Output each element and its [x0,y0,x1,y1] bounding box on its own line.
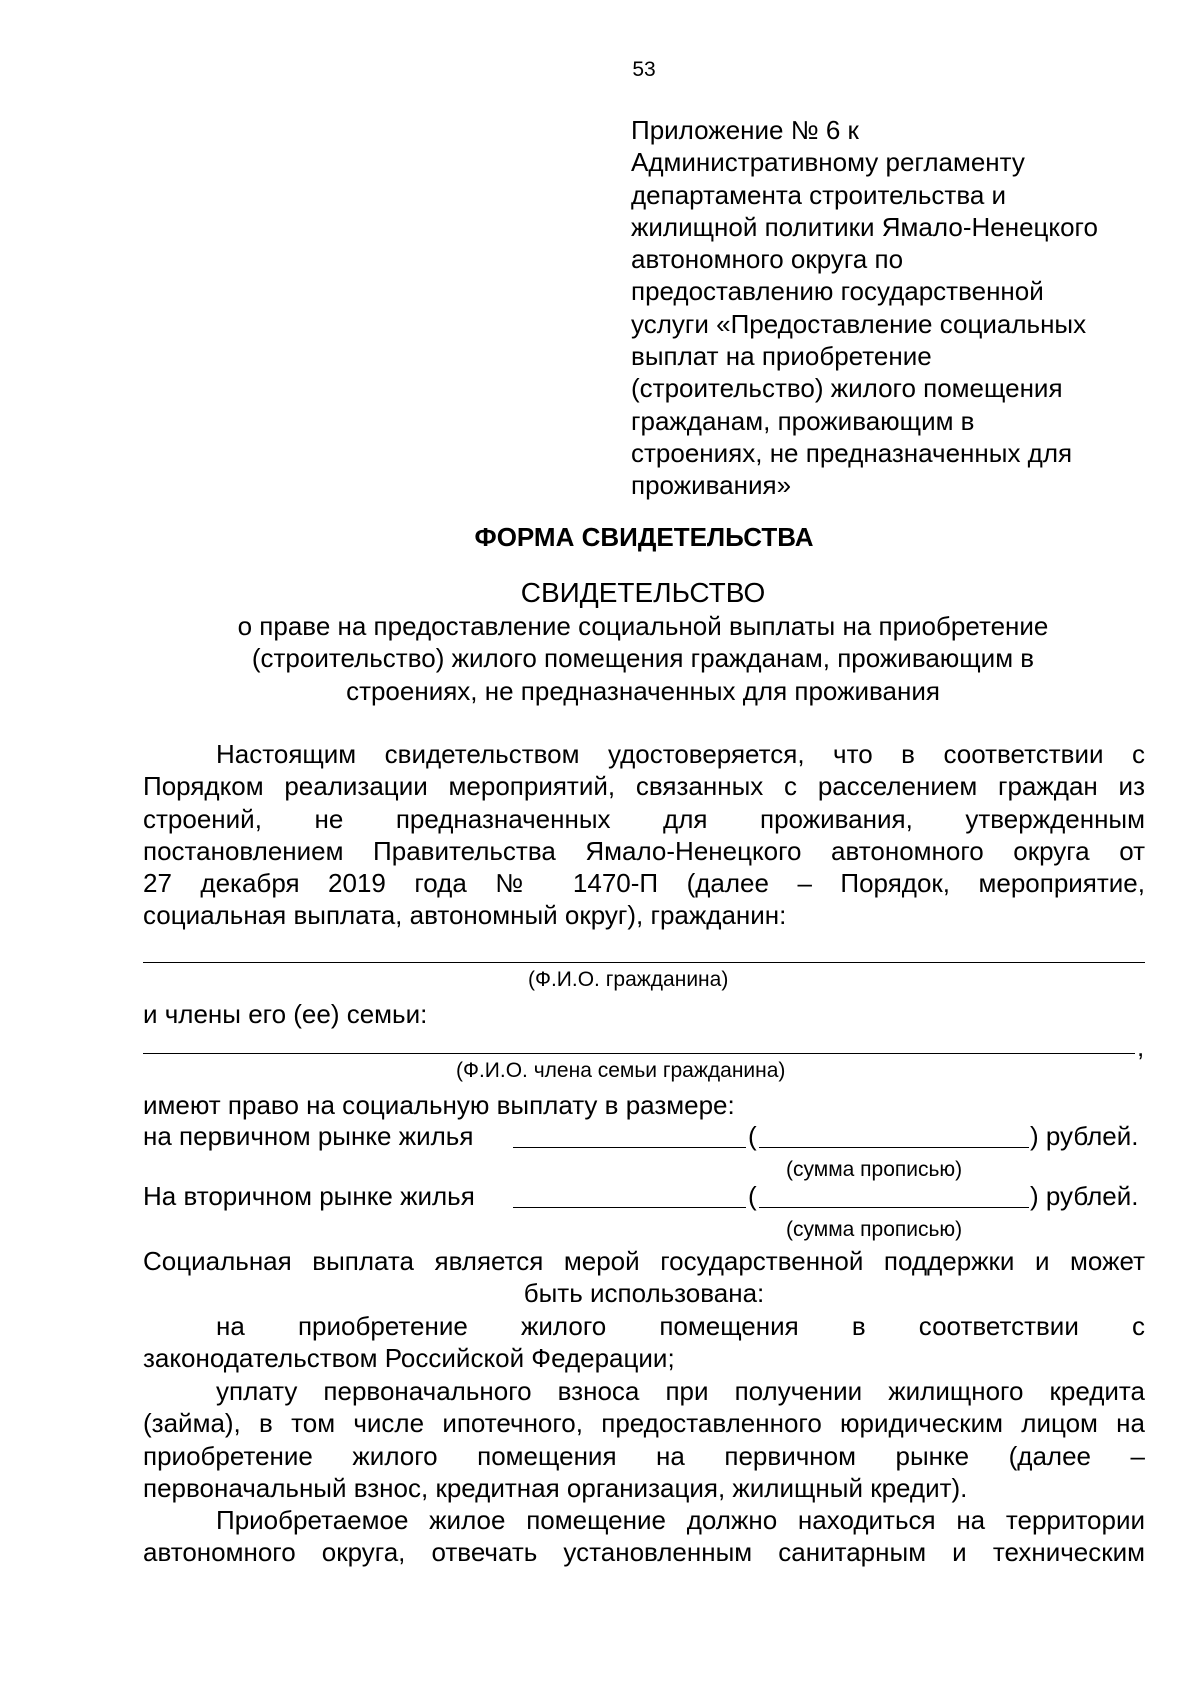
intro-line: Настоящим свидетельством удостоверяется, что в соответствии с [216,739,1145,769]
secondary-market-row [143,1181,1145,1215]
intro-line: 27 декабря 2019 года № 1470-П (далее – Порядок, мероприятие, [143,868,1145,899]
citizen-name-field[interactable] [143,962,1145,963]
appendix-line: выплат на приобретение [631,341,932,372]
usage-line: быть использована: [523,1278,765,1309]
right-label: имеют право на социальную выплату в размере: [143,1090,735,1120]
appendix-line: проживания» [631,470,792,501]
usage-item-line: приобретение жилого помещения на первичном рынке (далее – [143,1440,1145,1471]
certificate-heading [143,576,1143,707]
family-caption: (Ф.И.О. члена семьи гражданина) [456,1059,786,1082]
page-number: 53 [632,58,656,81]
secondary-open-paren: ( [748,1181,757,1211]
primary-suffix: ) рублей. [1030,1121,1139,1151]
final-paragraph [143,1504,1145,1569]
usage-item-line: первоначальный взнос, кредитная организация, жилищный кредит). [143,1472,968,1503]
usage-line: Социальная выплата является мерой государственной поддержки и может [143,1246,1145,1276]
appendix-line: услуги «Предоставление социальных [631,308,1087,339]
intro-line: строений, не предназначенных для проживания, утвержденным [143,803,1145,834]
primary-caption: (сумма прописью) [786,1158,963,1181]
certificate-title: СВИДЕТЕЛЬСТВО [520,577,766,608]
appendix-line: автономного округа по [631,244,904,275]
certificate-subtitle-line: строениях, не предназначенных для проживания [346,675,940,706]
usage-item-line: (займа), в том числе ипотечного, предоставленного юридическим лицом на [143,1408,1145,1439]
usage-paragraph [143,1245,1145,1310]
intro-line: Порядком реализации мероприятий, связанных с расселением граждан из [143,771,1145,802]
primary-amount-words-field[interactable] [759,1121,1029,1155]
intro-line: социальная выплата, автономный округ), гражданин: [143,900,787,931]
intro-paragraph [143,738,1145,932]
secondary-market-label: На вторичном рынке жилья [143,1181,475,1211]
usage-item-down-payment [143,1375,1145,1504]
usage-item-purchase [143,1310,1145,1375]
usage-item-line: законодательством Российской Федерации; [143,1343,675,1374]
family-name-field[interactable] [143,1053,1135,1054]
appendix-line: предоставлению государственной [631,276,1044,307]
appendix-line: строениях, не предназначенных для [631,437,1073,468]
citizen-caption: (Ф.И.О. гражданина) [528,968,729,991]
secondary-caption: (сумма прописью) [786,1218,963,1241]
appendix-line: департамента строительства и [631,179,1007,210]
usage-item-line: на приобретение жилого помещения в соответствии с [216,1311,1145,1341]
secondary-amount-words-field[interactable] [759,1181,1029,1215]
certificate-subtitle-line: (строительство) жилого помещения гражданам, проживающим в [251,643,1035,674]
appendix-line: Административному регламенту [631,147,1025,178]
appendix-header [631,114,1151,502]
usage-item-line: уплату первоначального взноса при получении жилищного кредита [216,1376,1145,1406]
form-title: ФОРМА СВИДЕТЕЛЬСТВА [474,522,814,552]
certificate-subtitle-line: о праве на предоставление социальной выплаты на приобретение [237,611,1049,641]
appendix-line: жилищной политики Ямало-Ненецкого [631,211,1098,242]
appendix-line: (строительство) жилого помещения [631,373,1063,404]
secondary-suffix: ) рублей. [1030,1181,1139,1211]
final-line: автономного округа, отвечать установленным санитарным и техническим [143,1537,1145,1568]
final-line: Приобретаемое жилое помещение должно находиться на территории [216,1505,1145,1535]
appendix-line: гражданам, проживающим в [631,405,975,436]
primary-open-paren: ( [748,1121,757,1151]
intro-line: постановлением Правительства Ямало-Ненецкого автономного округа от [143,835,1145,866]
appendix-line: Приложение № 6 к [631,115,859,145]
primary-market-row [143,1121,1145,1155]
family-line-comma: , [1137,1032,1145,1062]
primary-amount-field[interactable] [513,1121,746,1148]
secondary-amount-field[interactable] [513,1181,746,1208]
primary-market-label: на первичном рынке жилья [143,1121,474,1151]
family-label: и члены его (ее) семьи: [143,999,428,1029]
